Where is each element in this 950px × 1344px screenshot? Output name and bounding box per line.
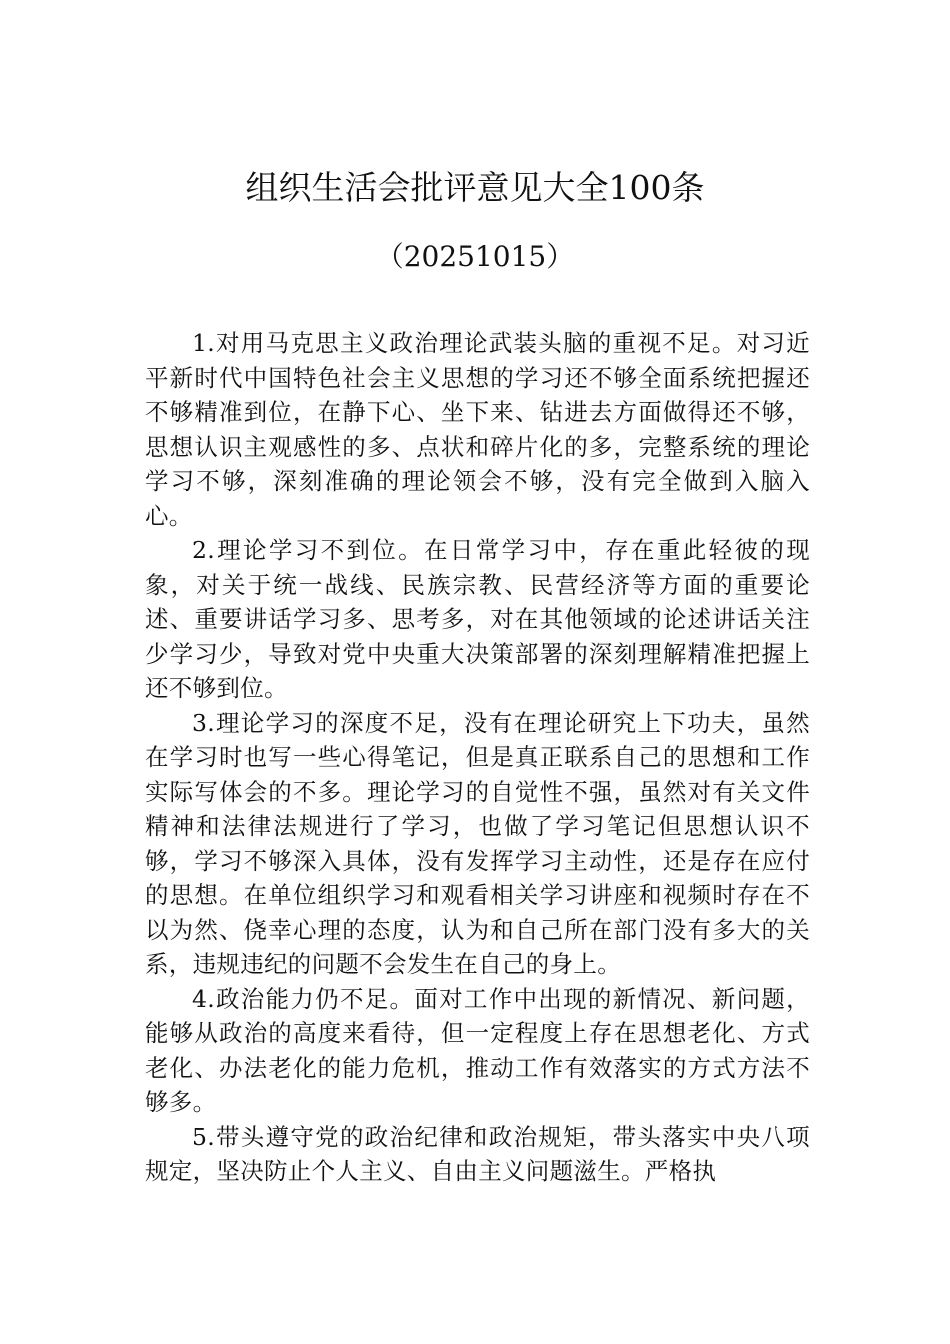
paragraph-5: 5.带头遵守党的政治纪律和政治规矩，带头落实中央八项规定，坚决防止个人主义、自由主义问题滋生。严格执 xyxy=(145,1122,810,1185)
document-date: （20251015） xyxy=(375,240,575,273)
paragraph-4: 4.政治能力仍不足。面对工作中出现的新情况、新问题，能够从政治的高度来看待，但一定程度上存在思想老化、方式老化、办法老化的能力危机，推动工作有效落实的方式方法不够多。 xyxy=(145,984,810,1116)
document-title: 组织生活会批评意见大全100条 xyxy=(245,168,705,207)
paragraph-2: 2.理论学习不到位。在日常学习中，存在重此轻彼的现象，对关于统一战线、民族宗教、民营经济等方面的重要论述、重要讲话学习多、思考多，对在其他领域的论述讲话关注少学习少，导致对党中央重大决策部署的深刻理解精准把握上还不够到位。 xyxy=(145,536,810,702)
paragraph-3: 3.理论学习的深度不足，没有在理论研究上下功夫，虽然在学习时也写一些心得笔记，但是真正联系自己的思想和工作实际写体会的不多。理论学习的自觉性不强，虽然对有关文件精神和法律法规进行了学习，也做了学习笔记但思想认识不够，学习不够深入具体，没有发挥学习主动性，还是存在应付的思想。在单位组织学习和观看相关学习讲座和视频时存在不以为然、侥幸心理的态度，认为和自己所在部门没有多大的关系，违规违纪的问题不会发生在自己的身上。 xyxy=(145,708,810,978)
paragraph-1: 1.对用马克思主义政治理论武装头脑的重视不足。对习近平新时代中国特色社会主义思想的学习还不够全面系统把握还不够精准到位，在静下心、坐下来、钻进去方面做得还不够，思想认识主观感性的多、点状和碎片化的多，完整系统的理论学习不够，深刻准确的理论领会不够，没有完全做到入脑入心。 xyxy=(145,329,810,530)
document-body xyxy=(145,326,810,1189)
